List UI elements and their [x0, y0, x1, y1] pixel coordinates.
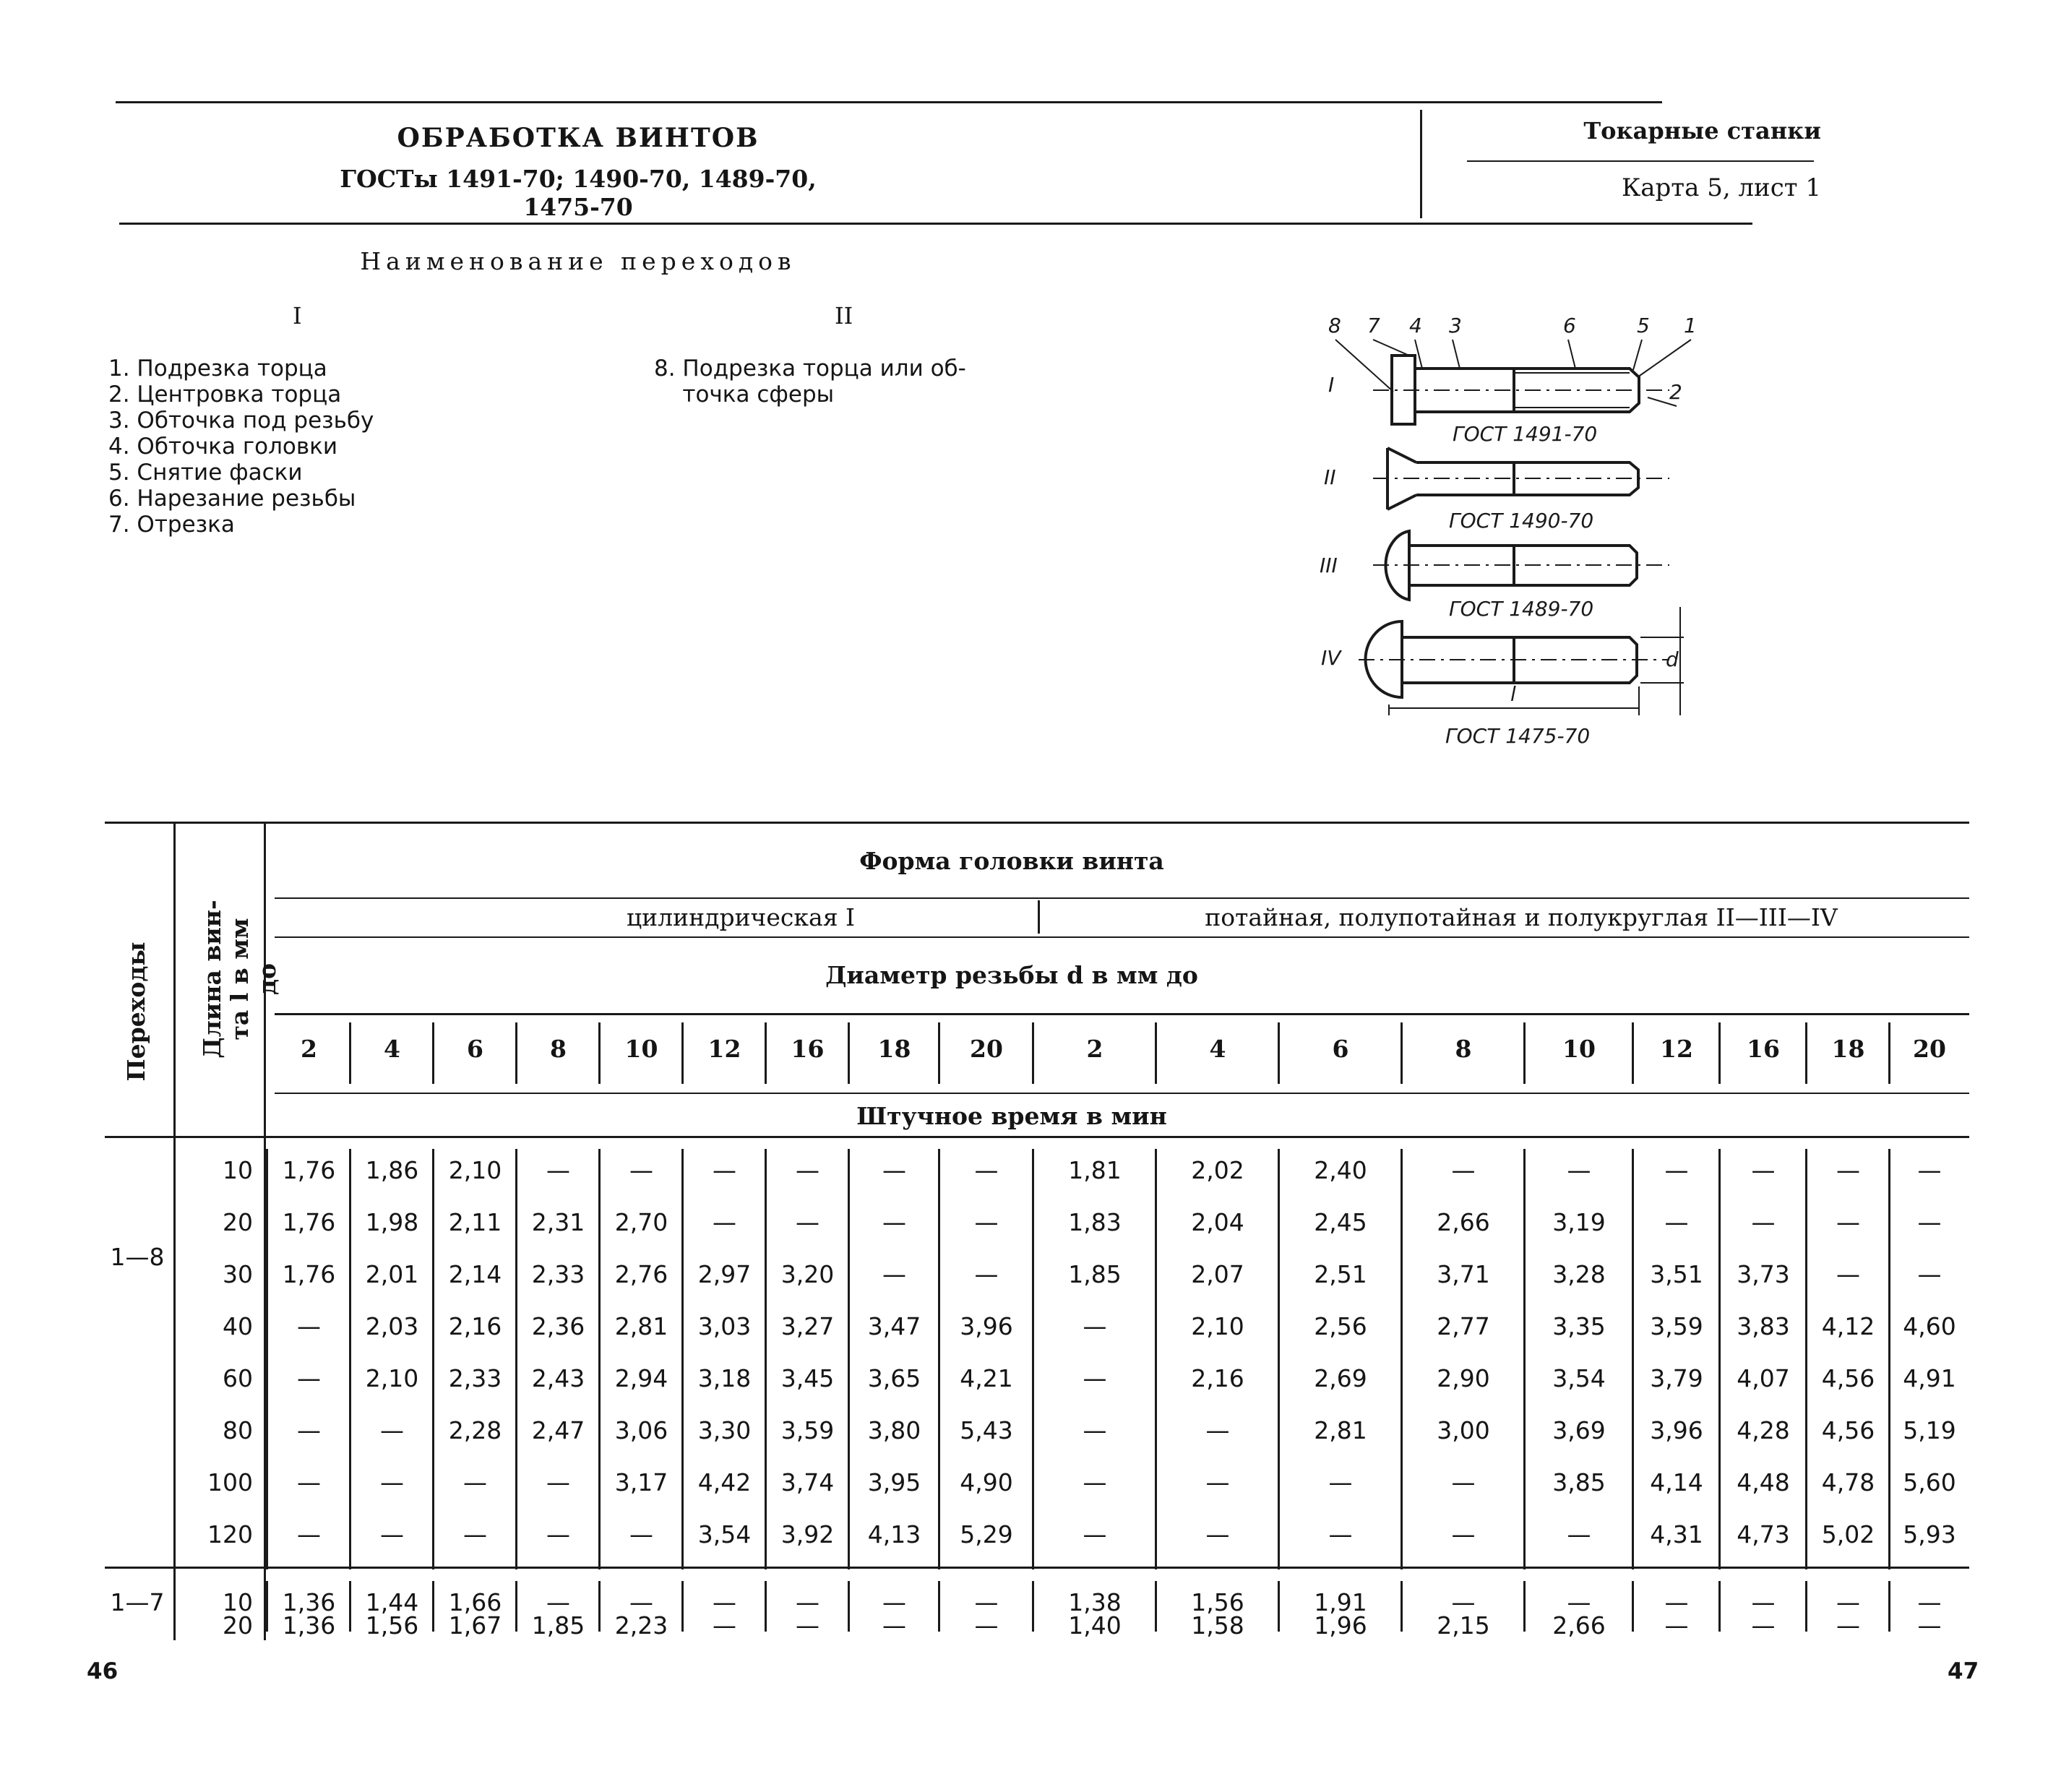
column-divider	[848, 1022, 850, 1084]
view-gost-label: ГОСТ 1489-70	[1449, 597, 1594, 621]
group-1-label: I	[293, 302, 302, 329]
time-cell: —	[297, 1468, 321, 1496]
time-cell: —	[1451, 1156, 1476, 1184]
time-cell: 3,71	[1437, 1260, 1490, 1288]
page-number-left: 46	[87, 1658, 119, 1684]
time-cell: 3,54	[697, 1520, 752, 1548]
view-label: IV	[1321, 646, 1341, 670]
header-bottom-rule	[119, 223, 1752, 225]
time-cell: —	[463, 1520, 487, 1548]
time-cell: 1,66	[448, 1588, 502, 1616]
length-cell: 120	[207, 1520, 253, 1548]
diameter-header-cell: 4	[1209, 1035, 1226, 1063]
diameter-header-cell: 10	[624, 1035, 658, 1063]
time-cell: —	[1328, 1520, 1353, 1548]
time-cell: 3,54	[1552, 1364, 1606, 1392]
time-cell: —	[796, 1208, 819, 1236]
list-item: 6. Нарезание резьбы	[108, 486, 356, 512]
col-transitions: Переходы	[122, 942, 150, 1082]
time-cell: —	[796, 1588, 819, 1616]
time-cell: 5,29	[960, 1520, 1013, 1548]
time-cell: 4,91	[1903, 1364, 1956, 1392]
column-divider	[1718, 1022, 1721, 1084]
time-cell: 1,83	[1068, 1208, 1122, 1236]
length-cell: 60	[223, 1364, 253, 1392]
diameter-header-cell: 8	[550, 1035, 567, 1063]
length-cell: 20	[223, 1208, 253, 1236]
callout-4: 4	[1409, 314, 1422, 337]
time-cell: 4,78	[1821, 1468, 1875, 1496]
time-cell: 3,30	[697, 1416, 752, 1444]
transitions-label: 1—7	[110, 1588, 165, 1616]
column-divider	[1278, 1022, 1280, 1084]
transition-list-2	[654, 356, 966, 408]
time-cell: 4,73	[1737, 1520, 1790, 1548]
time-cell: 4,12	[1821, 1312, 1875, 1340]
list-item: точка сферы	[654, 382, 835, 408]
column-divider	[432, 1022, 434, 1084]
time-cell: 3,74	[780, 1468, 835, 1496]
time-cell: —	[629, 1156, 653, 1184]
time-cell: 2,10	[1191, 1312, 1244, 1340]
time-cell: 1,58	[1191, 1611, 1244, 1640]
time-cell: 4,56	[1821, 1364, 1875, 1392]
time-cell: —	[1083, 1520, 1107, 1548]
time-cell: —	[882, 1611, 906, 1640]
time-cell: 2,28	[448, 1416, 502, 1444]
list-item: 5. Снятие фаски	[108, 460, 303, 486]
time-cell: 1,96	[1314, 1611, 1367, 1640]
time-cell: 3,03	[697, 1312, 752, 1340]
transitions-label: 1—8	[110, 1243, 165, 1271]
time-cell: 2,81	[1314, 1416, 1367, 1444]
time-cell: 5,93	[1903, 1520, 1956, 1548]
time-cell: 1,56	[365, 1611, 419, 1640]
time-cell: 2,51	[1314, 1260, 1367, 1288]
time-cell: —	[1205, 1520, 1230, 1548]
time-cell: 2,14	[448, 1260, 502, 1288]
time-cell: —	[1664, 1156, 1689, 1184]
diameter-header-cell: 18	[877, 1035, 911, 1063]
time-cell: —	[629, 1520, 653, 1548]
time-cell: 1,36	[282, 1588, 336, 1616]
time-cell: —	[463, 1468, 487, 1496]
diameter-header-cell: 6	[467, 1035, 483, 1063]
time-cell: 2,94	[614, 1364, 668, 1392]
time-cell: —	[882, 1208, 906, 1236]
time-cell: 4,28	[1737, 1416, 1790, 1444]
time-cell: 1,38	[1068, 1588, 1122, 1616]
time-cell: 3,06	[614, 1416, 668, 1444]
column-divider	[515, 1022, 517, 1084]
time-cell: —	[1328, 1468, 1353, 1496]
time-cell: —	[546, 1156, 570, 1184]
time-cell: 4,07	[1737, 1364, 1790, 1392]
list-item: 2. Центровка торца	[108, 382, 342, 408]
time-cell: —	[1751, 1208, 1776, 1236]
time-cell: 3,00	[1437, 1416, 1490, 1444]
time-cell: —	[1567, 1588, 1591, 1616]
time-cell: 5,19	[1903, 1416, 1956, 1444]
machine-type: Токарные станки	[1583, 117, 1821, 145]
time-cell: —	[1451, 1520, 1476, 1548]
time-cell: —	[1567, 1156, 1591, 1184]
time-cell: —	[546, 1468, 570, 1496]
diameter-header-cell: 6	[1332, 1035, 1349, 1063]
time-cell: 1,85	[1068, 1260, 1122, 1288]
rule	[275, 936, 1969, 938]
time-cell: —	[1917, 1588, 1942, 1616]
top-rule	[116, 101, 1662, 103]
time-cell: —	[1751, 1156, 1776, 1184]
diameter-header-cell: 12	[1660, 1035, 1693, 1063]
callout-5: 5	[1637, 314, 1650, 337]
rule	[275, 897, 1969, 899]
transition-list-1	[108, 356, 374, 538]
time-cell: 4,60	[1903, 1312, 1956, 1340]
column-divider	[349, 1022, 351, 1084]
list-item: 8. Подрезка торца или об-	[654, 356, 966, 382]
time-cell: 3,69	[1552, 1416, 1606, 1444]
time-cell: 2,40	[1314, 1156, 1367, 1184]
group-2-label: II	[835, 302, 853, 329]
time-cell: 2,11	[448, 1208, 502, 1236]
time-cell: 2,47	[531, 1416, 585, 1444]
time-cell: —	[1751, 1611, 1776, 1640]
time-cell: 1,81	[1068, 1156, 1122, 1184]
time-cell: 2,66	[1552, 1611, 1606, 1640]
time-cell: 3,73	[1737, 1260, 1790, 1288]
time-cell: 4,48	[1737, 1468, 1790, 1496]
time-cell: 2,90	[1437, 1364, 1490, 1392]
time-cell: 2,23	[614, 1611, 668, 1640]
time-cell: —	[380, 1468, 404, 1496]
time-cell: 2,16	[448, 1312, 502, 1340]
time-cell: —	[713, 1156, 736, 1184]
time-cell: —	[974, 1208, 999, 1236]
time-cell: 2,56	[1314, 1312, 1367, 1340]
diameter-header-cell: 2	[301, 1035, 317, 1063]
time-cell: 2,43	[531, 1364, 585, 1392]
column-divider	[1401, 1022, 1403, 1084]
column-divider	[765, 1022, 767, 1084]
time-cell: 1,76	[282, 1208, 336, 1236]
time-cell: 3,59	[780, 1416, 835, 1444]
time-cell: 2,04	[1191, 1208, 1244, 1236]
time-cell: —	[796, 1156, 819, 1184]
time-cell: —	[297, 1312, 321, 1340]
time-cell: 3,85	[1552, 1468, 1606, 1496]
time-cell: —	[974, 1588, 999, 1616]
list-item: 3. Обточка под резьбу	[108, 408, 374, 434]
time-cell: 3,35	[1552, 1312, 1606, 1340]
time-cell: 2,02	[1191, 1156, 1244, 1184]
length-cell: 40	[223, 1312, 253, 1340]
time-cell: 2,36	[531, 1312, 585, 1340]
time-cell: 2,15	[1437, 1611, 1490, 1640]
length-cell: 20	[223, 1611, 253, 1640]
time-cell: 2,31	[531, 1208, 585, 1236]
time-cell: 1,36	[282, 1611, 336, 1640]
head-piece-time: Штучное время в мин	[856, 1102, 1167, 1130]
transitions-title: Наименование переходов	[360, 247, 796, 275]
diameter-header-cell: 20	[970, 1035, 1003, 1063]
time-cell: 3,80	[867, 1416, 921, 1444]
column-divider	[1632, 1022, 1634, 1084]
time-cell: 3,28	[1552, 1260, 1606, 1288]
view-gost-label: ГОСТ 1491-70	[1453, 422, 1598, 446]
time-cell: 1,56	[1191, 1588, 1244, 1616]
diameter-header-cell: 12	[707, 1035, 741, 1063]
time-cell: —	[974, 1611, 999, 1640]
rule	[275, 1093, 1969, 1094]
head-other: потайная, полупотайная и полукруглая II—III—IV	[1205, 903, 1838, 931]
time-cell: —	[1836, 1208, 1860, 1236]
view-label: III	[1320, 553, 1338, 577]
time-cell: —	[1083, 1468, 1107, 1496]
time-cell: 2,33	[531, 1260, 585, 1288]
time-cell: 2,01	[365, 1260, 419, 1288]
time-cell: 3,95	[867, 1468, 921, 1496]
time-cell: 1,40	[1068, 1611, 1122, 1640]
rule	[1038, 900, 1040, 934]
time-cell: —	[380, 1416, 404, 1444]
time-cell: —	[1664, 1611, 1689, 1640]
column-divider	[1523, 1022, 1526, 1084]
time-cell: 4,56	[1821, 1416, 1875, 1444]
head-diameter: Диаметр резьбы d в мм до	[825, 961, 1198, 989]
diameter-header-cell: 16	[1747, 1035, 1780, 1063]
list-item: 1. Подрезка торца	[108, 356, 327, 382]
column-divider	[1155, 1022, 1157, 1084]
dimension-l-label: l	[1510, 682, 1516, 706]
time-cell: 3,96	[1650, 1416, 1703, 1444]
time-cell: 2,81	[614, 1312, 668, 1340]
page-number-right: 47	[1948, 1658, 1979, 1684]
header-inner-rule	[1467, 160, 1814, 162]
time-cell: —	[1083, 1364, 1107, 1392]
length-cell: 30	[223, 1260, 253, 1288]
screw-drawing	[1301, 311, 1705, 759]
card-number: Карта 5, лист 1	[1621, 173, 1821, 202]
time-cell: 3,19	[1552, 1208, 1606, 1236]
time-cell: —	[882, 1260, 906, 1288]
time-cell: —	[974, 1156, 999, 1184]
time-cell: 4,90	[960, 1468, 1013, 1496]
time-cell: 5,43	[960, 1416, 1013, 1444]
time-cell: 2,03	[365, 1312, 419, 1340]
time-cell: 4,31	[1650, 1520, 1703, 1548]
column-divider	[1805, 1022, 1807, 1084]
time-cell: —	[1917, 1156, 1942, 1184]
diameter-header-cell: 10	[1562, 1035, 1596, 1063]
time-cell: 4,13	[867, 1520, 921, 1548]
time-cell: 3,27	[780, 1312, 835, 1340]
diameter-header-cell: 16	[791, 1035, 825, 1063]
time-cell: 1,85	[531, 1611, 585, 1640]
time-cell: —	[882, 1156, 906, 1184]
time-cell: 2,10	[365, 1364, 419, 1392]
time-cell: —	[1836, 1260, 1860, 1288]
time-cell: 1,67	[448, 1611, 502, 1640]
time-cell: 2,07	[1191, 1260, 1244, 1288]
length-cell: 10	[223, 1588, 253, 1616]
diameter-header-cell: 18	[1831, 1035, 1865, 1063]
gost-list: ГОСТы 1491-70; 1490-70, 1489-70, 1475-70	[340, 165, 817, 221]
time-cell: —	[1205, 1468, 1230, 1496]
group-divider	[105, 1567, 1969, 1569]
diameter-header-cell: 4	[384, 1035, 400, 1063]
list-item: 7. Отрезка	[108, 512, 235, 538]
header-bottom-rule	[105, 1136, 1969, 1138]
time-cell: 3,45	[780, 1364, 835, 1392]
time-cell: 5,02	[1821, 1520, 1875, 1548]
time-cell: 2,70	[614, 1208, 668, 1236]
time-cell: —	[546, 1588, 570, 1616]
time-cell: —	[882, 1588, 906, 1616]
time-cell: 1,44	[365, 1588, 419, 1616]
time-cell: 3,83	[1737, 1312, 1790, 1340]
diameter-header-cell: 2	[1086, 1035, 1103, 1063]
time-cell: —	[1836, 1611, 1860, 1640]
diameter-header-cell: 8	[1455, 1035, 1472, 1063]
time-cell: —	[1836, 1156, 1860, 1184]
time-cell: 2,16	[1191, 1364, 1244, 1392]
time-cell: —	[380, 1520, 404, 1548]
view-label: I	[1328, 373, 1335, 397]
length-cell: 100	[207, 1468, 253, 1496]
callout-8: 8	[1328, 314, 1341, 337]
time-cell: —	[546, 1520, 570, 1548]
time-cell: —	[1664, 1588, 1689, 1616]
view-label: II	[1324, 465, 1336, 489]
callout-3: 3	[1449, 314, 1462, 337]
dimension-d-label: d	[1666, 647, 1679, 671]
time-cell: —	[1083, 1312, 1107, 1340]
time-cell: —	[1451, 1588, 1476, 1616]
time-cell: 4,14	[1650, 1468, 1703, 1496]
diameter-header-cell: 20	[1913, 1035, 1946, 1063]
col-length: Длина вин- та l в мм до	[198, 900, 281, 1059]
time-cell: 3,47	[867, 1312, 921, 1340]
time-cell: —	[974, 1260, 999, 1288]
time-cell: —	[713, 1611, 736, 1640]
time-cell: —	[1205, 1416, 1230, 1444]
view-gost-label: ГОСТ 1490-70	[1449, 509, 1594, 533]
time-cell: 3,18	[697, 1364, 752, 1392]
time-cell: —	[297, 1520, 321, 1548]
time-cell: —	[297, 1416, 321, 1444]
time-cell: 2,45	[1314, 1208, 1367, 1236]
view-gost-label: ГОСТ 1475-70	[1445, 724, 1591, 748]
time-cell: —	[297, 1364, 321, 1392]
length-cell: 80	[223, 1416, 253, 1444]
time-cell: 3,65	[867, 1364, 921, 1392]
time-cell: 4,21	[960, 1364, 1013, 1392]
time-cell: 3,92	[780, 1520, 835, 1548]
rule	[173, 824, 176, 1640]
page-title: ОБРАБОТКА ВИНТОВ	[397, 123, 760, 153]
column-divider	[938, 1022, 940, 1084]
time-cell: 2,69	[1314, 1364, 1367, 1392]
time-cell: 2,77	[1437, 1312, 1490, 1340]
time-cell: 2,66	[1437, 1208, 1490, 1236]
time-cell: —	[713, 1208, 736, 1236]
time-cell: 2,76	[614, 1260, 668, 1288]
column-divider	[598, 1022, 601, 1084]
time-cell: —	[629, 1588, 653, 1616]
column-divider	[681, 1022, 684, 1084]
time-cell: 3,59	[1650, 1312, 1703, 1340]
time-cell: —	[1083, 1416, 1107, 1444]
time-cell: 1,91	[1314, 1588, 1367, 1616]
table-top-rule	[105, 822, 1969, 824]
time-cell: —	[713, 1588, 736, 1616]
time-cell: —	[1917, 1260, 1942, 1288]
time-cell: 3,17	[614, 1468, 668, 1496]
time-cell: —	[1451, 1468, 1476, 1496]
head-cylindrical: цилиндрическая I	[626, 903, 856, 931]
time-cell: —	[1751, 1588, 1776, 1616]
time-cell: —	[796, 1611, 819, 1640]
header-divider	[1420, 110, 1422, 218]
time-cell: 3,20	[780, 1260, 835, 1288]
time-cell: 2,97	[697, 1260, 752, 1288]
list-item: 4. Обточка головки	[108, 434, 338, 460]
callout-2: 2	[1669, 380, 1682, 404]
head-form: Форма головки винта	[859, 847, 1164, 875]
callout-1: 1	[1684, 314, 1697, 337]
callout-7: 7	[1367, 314, 1380, 337]
time-cell: 3,51	[1650, 1260, 1703, 1288]
column-divider	[1888, 1022, 1890, 1084]
time-cell: 4,42	[697, 1468, 752, 1496]
time-cell: 1,76	[282, 1156, 336, 1184]
time-cell: —	[1917, 1611, 1942, 1640]
rule	[275, 1013, 1969, 1015]
time-cell: 2,10	[448, 1156, 502, 1184]
time-cell: —	[1836, 1588, 1860, 1616]
callout-6: 6	[1563, 314, 1576, 337]
column-divider	[1032, 1022, 1034, 1084]
length-cell: 10	[223, 1156, 253, 1184]
time-cell: 3,79	[1650, 1364, 1703, 1392]
time-cell: 2,33	[448, 1364, 502, 1392]
time-cell: —	[1917, 1208, 1942, 1236]
time-cell: —	[1664, 1208, 1689, 1236]
time-cell: 1,98	[365, 1208, 419, 1236]
time-cell: —	[1567, 1520, 1591, 1548]
time-cell: 3,96	[960, 1312, 1013, 1340]
time-cell: 5,60	[1903, 1468, 1956, 1496]
time-cell: 1,86	[365, 1156, 419, 1184]
time-cell: 1,76	[282, 1260, 336, 1288]
